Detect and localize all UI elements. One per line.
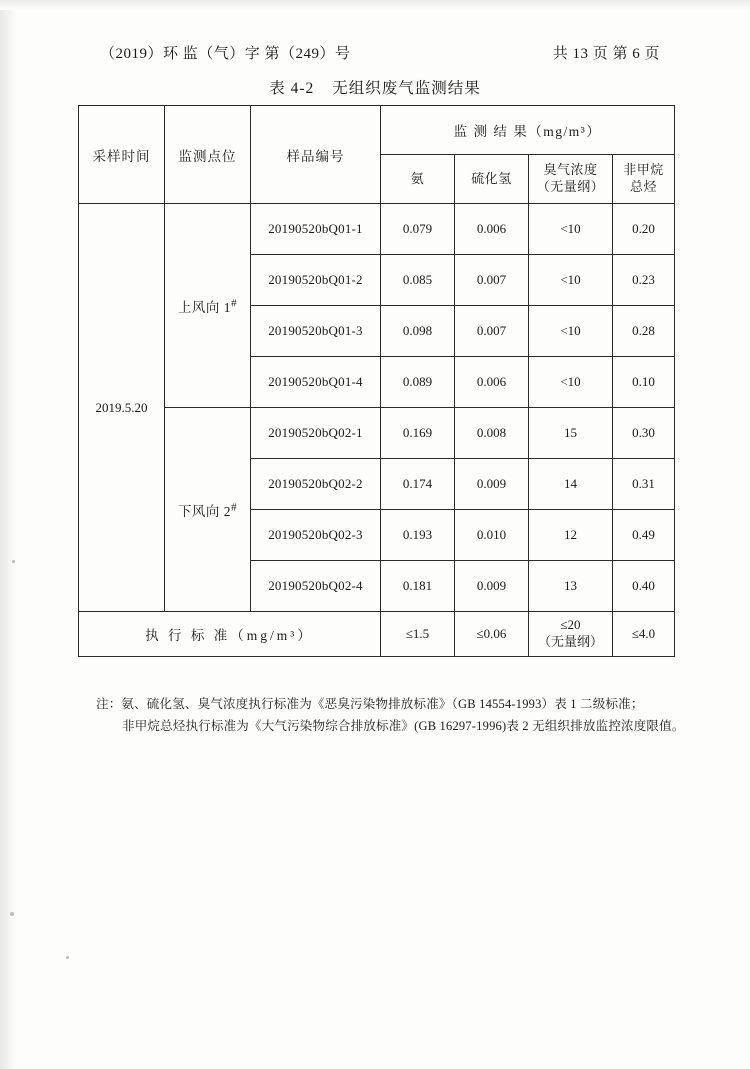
col-header-sampling-time: 采样时间 bbox=[79, 106, 165, 204]
monitoring-results-table bbox=[78, 105, 675, 657]
cell-ammonia: 0.181 bbox=[381, 561, 455, 612]
col-header-nmhc-line2: 总烃 bbox=[629, 179, 657, 194]
table-title bbox=[0, 76, 750, 98]
cell-sample-number: 20190520bQ01-4 bbox=[251, 357, 381, 408]
note-line-1: 注：氨、硫化氢、臭气浓度执行标准为《恶臭污染物排放标准》（GB 14554-1993）表 1 二级标准； bbox=[96, 697, 644, 711]
cell-odor: <10 bbox=[529, 204, 613, 255]
cell-ammonia: 0.098 bbox=[381, 306, 455, 357]
cell-odor: <10 bbox=[529, 306, 613, 357]
standard-odor-line1: ≤20 bbox=[560, 617, 581, 633]
scan-speck bbox=[12, 560, 15, 563]
col-header-sample-number: 样品编号 bbox=[251, 106, 381, 204]
cell-ammonia: 0.089 bbox=[381, 357, 455, 408]
cell-standard-nmhc: ≤4.0 bbox=[613, 612, 675, 657]
col-header-odor-line2: （无量纲） bbox=[536, 179, 605, 194]
cell-nmhc: 0.23 bbox=[613, 255, 675, 306]
cell-hydrogen-sulfide: 0.009 bbox=[455, 459, 529, 510]
cell-sample-number: 20190520bQ02-3 bbox=[251, 510, 381, 561]
cell-ammonia: 0.174 bbox=[381, 459, 455, 510]
cell-monitoring-point-upwind bbox=[165, 204, 251, 408]
table-label: 表 4-2 bbox=[269, 80, 315, 97]
col-header-monitoring-point: 监测点位 bbox=[165, 106, 251, 204]
cell-ammonia: 0.193 bbox=[381, 510, 455, 561]
col-header-odor-concentration bbox=[529, 155, 613, 204]
cell-nmhc: 0.20 bbox=[613, 204, 675, 255]
document-header bbox=[100, 42, 680, 63]
cell-odor: 14 bbox=[529, 459, 613, 510]
cell-sampling-time: 2019.5.20 bbox=[79, 204, 165, 612]
cell-odor: <10 bbox=[529, 357, 613, 408]
table-row bbox=[79, 204, 675, 255]
col-header-nmhc-line1: 非甲烷 bbox=[623, 162, 664, 178]
col-header-result-group: 监 测 结 果（mg/m³） bbox=[381, 106, 675, 155]
document-number: （2019）环 监（气）字 第（249）号 bbox=[100, 46, 351, 62]
cell-nmhc: 0.31 bbox=[613, 459, 675, 510]
col-header-nmhc bbox=[613, 155, 675, 204]
cell-hydrogen-sulfide: 0.007 bbox=[455, 255, 529, 306]
cell-odor: 13 bbox=[529, 561, 613, 612]
cell-nmhc: 0.30 bbox=[613, 408, 675, 459]
cell-nmhc: 0.49 bbox=[613, 510, 675, 561]
cell-standard-odor bbox=[529, 612, 613, 657]
table-notes bbox=[96, 694, 696, 738]
cell-standard-ammonia: ≤1.5 bbox=[381, 612, 455, 657]
table-row-standard bbox=[79, 612, 675, 657]
cell-hydrogen-sulfide: 0.006 bbox=[455, 357, 529, 408]
cell-sample-number: 20190520bQ02-4 bbox=[251, 561, 381, 612]
cell-hydrogen-sulfide: 0.009 bbox=[455, 561, 529, 612]
point-label-upwind: 上风向 1 bbox=[177, 299, 232, 315]
cell-nmhc: 0.28 bbox=[613, 306, 675, 357]
page-number: 共 13 页 第 6 页 bbox=[552, 46, 660, 62]
cell-sample-number: 20190520bQ02-1 bbox=[251, 408, 381, 459]
point-sup-downwind: # bbox=[231, 501, 238, 513]
cell-nmhc: 0.10 bbox=[613, 357, 675, 408]
table-head bbox=[79, 106, 675, 204]
table-body bbox=[79, 204, 675, 657]
cell-odor: 12 bbox=[529, 510, 613, 561]
cell-hydrogen-sulfide: 0.010 bbox=[455, 510, 529, 561]
table-header-row-1 bbox=[79, 106, 675, 155]
cell-ammonia: 0.079 bbox=[381, 204, 455, 255]
cell-hydrogen-sulfide: 0.007 bbox=[455, 306, 529, 357]
point-label-downwind: 下风向 2 bbox=[177, 503, 232, 519]
cell-ammonia: 0.169 bbox=[381, 408, 455, 459]
note-line-2: 非甲烷总烃执行标准为《大气污染物综合排放标准》(GB 16297-1996)表 2 无组织排放监控浓度限值。 bbox=[122, 718, 685, 733]
cell-hydrogen-sulfide: 0.006 bbox=[455, 204, 529, 255]
standard-odor-line2: （无量纲） bbox=[537, 634, 603, 649]
cell-monitoring-point-downwind bbox=[165, 408, 251, 612]
cell-standard-label: 执 行 标 准（mg/m³） bbox=[79, 612, 381, 657]
cell-sample-number: 20190520bQ01-3 bbox=[251, 306, 381, 357]
cell-ammonia: 0.085 bbox=[381, 255, 455, 306]
cell-odor: <10 bbox=[529, 255, 613, 306]
cell-hydrogen-sulfide: 0.008 bbox=[455, 408, 529, 459]
table-row bbox=[79, 408, 675, 459]
scan-speck bbox=[10, 912, 14, 916]
point-sup-upwind: # bbox=[231, 297, 238, 309]
cell-standard-hydrogen-sulfide: ≤0.06 bbox=[455, 612, 529, 657]
col-header-hydrogen-sulfide: 硫化氢 bbox=[455, 155, 529, 204]
cell-odor: 15 bbox=[529, 408, 613, 459]
scan-edge-top bbox=[0, 0, 750, 10]
cell-sample-number: 20190520bQ02-2 bbox=[251, 459, 381, 510]
scan-edge-left bbox=[0, 0, 16, 1069]
cell-sample-number: 20190520bQ01-2 bbox=[251, 255, 381, 306]
cell-nmhc: 0.40 bbox=[613, 561, 675, 612]
col-header-ammonia: 氨 bbox=[381, 155, 455, 204]
table-name: 无组织废气监测结果 bbox=[332, 80, 481, 97]
col-header-odor-line1: 臭气浓度 bbox=[543, 162, 598, 178]
scan-speck bbox=[66, 956, 69, 959]
cell-sample-number: 20190520bQ01-1 bbox=[251, 204, 381, 255]
